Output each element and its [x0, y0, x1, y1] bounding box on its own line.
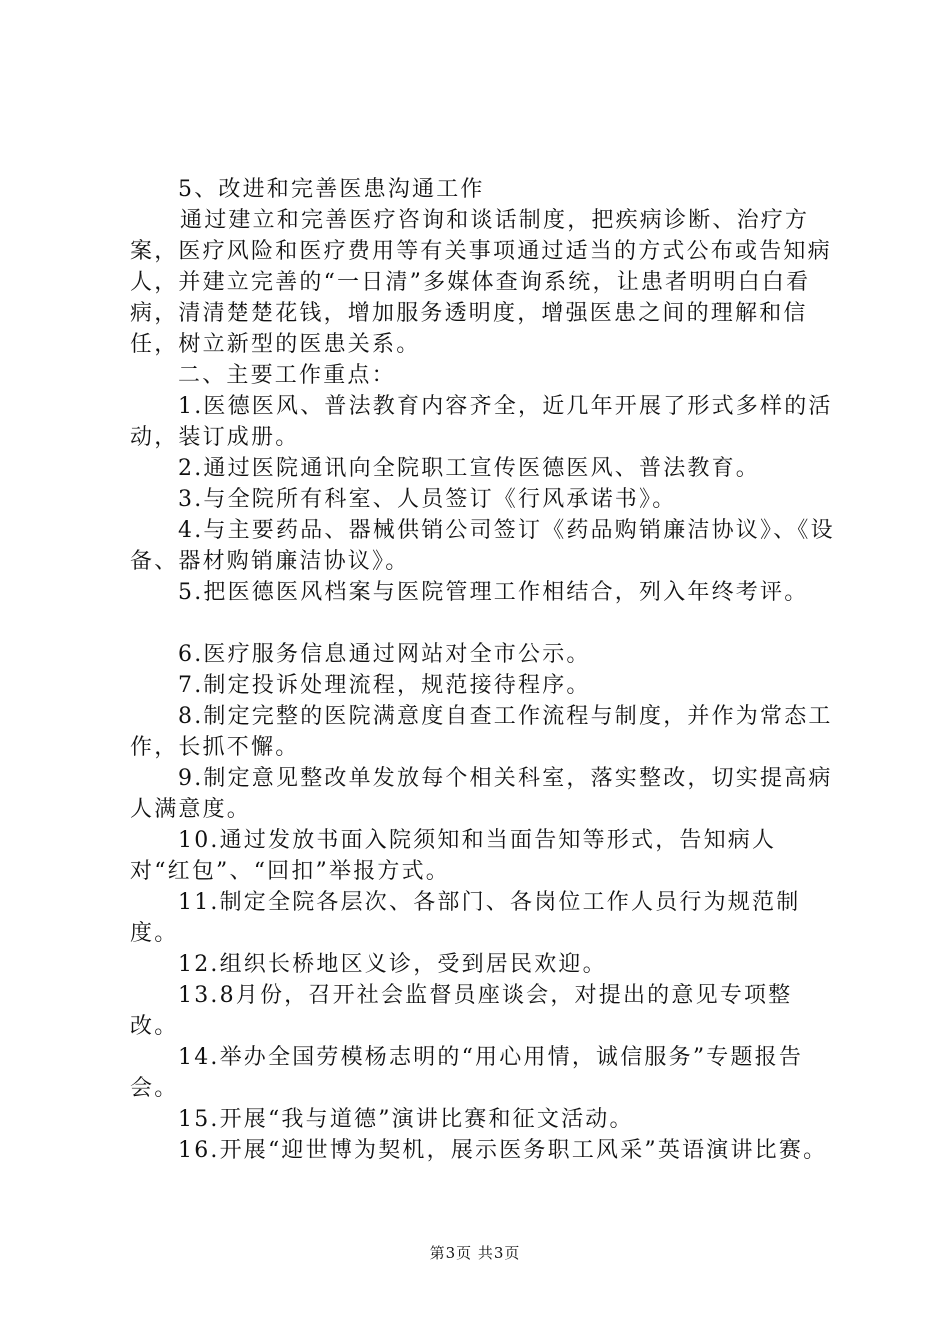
page-footer: 第3页 共3页: [429, 1244, 521, 1262]
list-item: 14.举办全国劳模杨志明的“用心用情，诚信服务”专题报告会。: [130, 1045, 804, 1101]
list-item: 10.通过发放书面入院须知和当面告知等形式，告知病人对“红包”、“回扣”举报方式。: [130, 828, 777, 884]
list-item: 1.医德医风、普法教育内容齐全，近几年开展了形式多样的活动，装订成册。: [130, 394, 833, 450]
section-heading-5: 5、改进和完善医患沟通工作: [178, 177, 485, 202]
list-item: 13.8月份，召开社会监督员座谈会，对提出的意见专项整改。: [130, 983, 793, 1039]
list-item: 12.组织长桥地区义诊，受到居民欢迎。: [178, 952, 607, 977]
list-item: 2.通过医院通讯向全院职工宣传医德医风、普法教育。: [178, 456, 760, 481]
list-item: 7.制定投诉处理流程，规范接待程序。: [178, 673, 591, 698]
list-item: 5.把医德医风档案与医院管理工作相结合，列入年终考评。: [178, 580, 809, 605]
list-item: 4.与主要药品、器械供销公司签订《药品购销廉洁协议》、《设备、器材购销廉洁协议》。: [130, 518, 835, 574]
section-heading-main-tasks: 二、主要工作重点：: [178, 363, 396, 388]
list-item: 8.制定完整的医院满意度自查工作流程与制度，并作为常态工作，长抓不懈。: [130, 704, 833, 760]
list-item: 15.开展“我与道德”演讲比赛和征文活动。: [178, 1107, 634, 1132]
list-item: 16.开展“迎世博为契机，展示医务职工风采”英语演讲比赛。: [178, 1138, 828, 1163]
list-item: 11.制定全院各层次、各部门、各岗位工作人员行为规范制度。: [130, 890, 801, 946]
list-item: 9.制定意见整改单发放每个相关科室，落实整改，切实提高病人满意度。: [130, 766, 833, 822]
list-item: 3.与全院所有科室、人员签订《行风承诺书》。: [178, 487, 677, 512]
section-paragraph: 通过建立和完善医疗咨询和谈话制度，把疾病诊断、治疗方案，医疗风险和医疗费用等有关事项通过适当的方式公布或告知病人，并建立完善的“一日清”多媒体查询系统，让患者明明白白看病，清清楚楚花钱，增加服务透明度，增强医患之间的理解和信任，树立新型的医患关系。: [130, 208, 832, 357]
document-body: [130, 174, 835, 1166]
list-item: 6.医疗服务信息通过网站对全市公示。: [178, 642, 591, 667]
